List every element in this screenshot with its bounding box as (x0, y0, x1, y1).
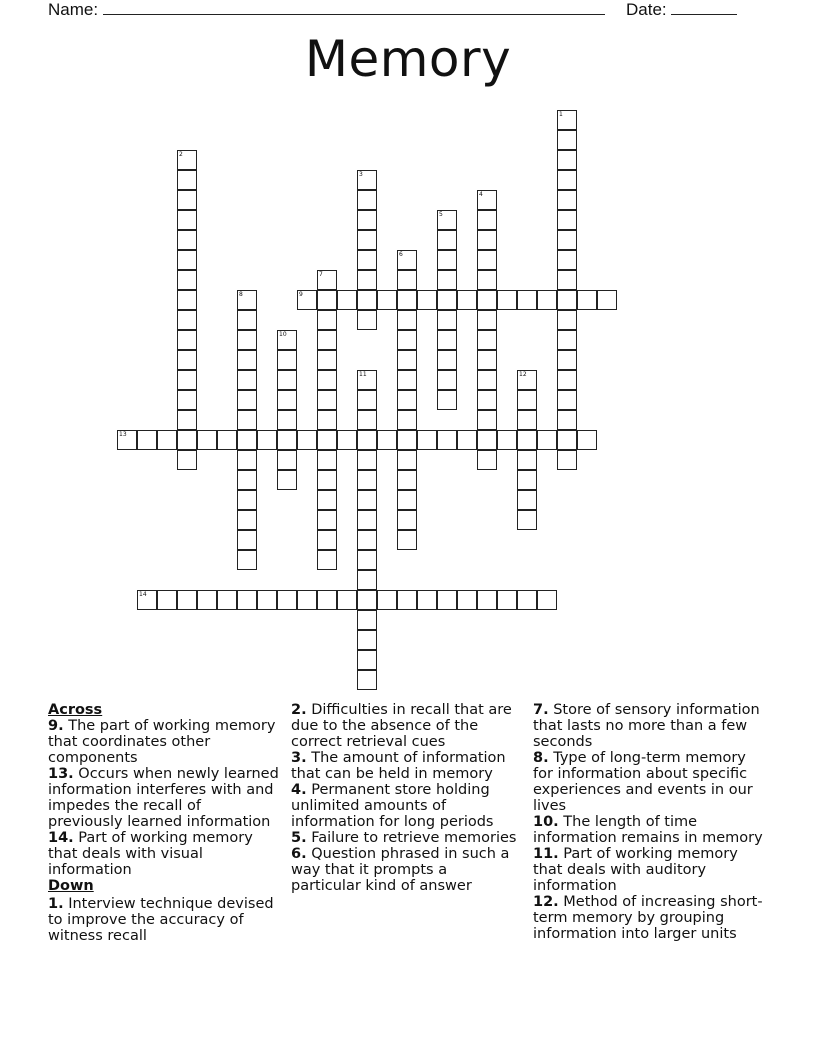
crossword-cell[interactable] (517, 590, 537, 610)
crossword-cell[interactable] (597, 290, 617, 310)
crossword-cell[interactable] (477, 410, 497, 430)
crossword-cell[interactable] (517, 490, 537, 510)
crossword-cell[interactable] (237, 330, 257, 350)
down-clue: 6. Question phrased in such a way that it prompts a particular kind of answer (291, 846, 510, 894)
crossword-cell[interactable] (477, 350, 497, 370)
crossword-cell[interactable] (477, 390, 497, 410)
crossword-cell[interactable] (397, 370, 417, 390)
crossword-cell[interactable] (437, 290, 457, 310)
crossword-cell[interactable] (357, 310, 377, 330)
crossword-cell[interactable] (277, 410, 297, 430)
crossword-cell[interactable] (397, 250, 417, 270)
crossword-cell[interactable] (557, 210, 577, 230)
clue-number: 1 (559, 111, 563, 118)
crossword-cell[interactable] (437, 590, 457, 610)
crossword-cell[interactable] (217, 430, 237, 450)
crossword-cell[interactable] (477, 590, 497, 610)
crossword-cell[interactable] (317, 410, 337, 430)
down-clue: 2. Difficulties in recall that are due to the absence of the correct retrieval cues (291, 702, 512, 750)
crossword-cell[interactable] (277, 590, 297, 610)
crossword-cell[interactable] (397, 510, 417, 530)
crossword-cell[interactable] (437, 210, 457, 230)
crossword-cell[interactable] (357, 170, 377, 190)
crossword-cell[interactable] (177, 230, 197, 250)
crossword-cell[interactable] (557, 310, 577, 330)
crossword-cell[interactable] (317, 430, 337, 450)
crossword-cell[interactable] (357, 370, 377, 390)
crossword-cell[interactable] (237, 530, 257, 550)
crossword-cell[interactable] (357, 630, 377, 650)
crossword-cell[interactable] (557, 410, 577, 430)
crossword-cell[interactable] (477, 210, 497, 230)
crossword-cell[interactable] (217, 590, 237, 610)
down-clue: 5. Failure to retrieve memories (291, 830, 517, 846)
across-clue: 13. Occurs when newly learned information interferes with and impedes the recall of previously learned information (48, 766, 279, 830)
crossword-cell[interactable] (557, 270, 577, 290)
crossword-cell[interactable] (357, 570, 377, 590)
crossword-cell[interactable] (397, 470, 417, 490)
crossword-cell[interactable] (237, 350, 257, 370)
crossword-cell[interactable] (177, 270, 197, 290)
crossword-cell[interactable] (377, 430, 397, 450)
crossword-cell[interactable] (437, 350, 457, 370)
crossword-cell[interactable] (137, 590, 157, 610)
crossword-cell[interactable] (197, 430, 217, 450)
crossword-cell[interactable] (177, 330, 197, 350)
crossword-cell[interactable] (177, 290, 197, 310)
crossword-cell[interactable] (557, 330, 577, 350)
crossword-cell[interactable] (557, 250, 577, 270)
crossword-cell[interactable] (497, 590, 517, 610)
crossword-cell[interactable] (517, 450, 537, 470)
crossword-cell[interactable] (357, 190, 377, 210)
crossword-cell[interactable] (177, 150, 197, 170)
crossword-cell[interactable] (177, 210, 197, 230)
down-clue: 8. Type of long-term memory for information about specific experiences and events in our lives (533, 750, 753, 814)
across-clue: 9. The part of working memory that coordinates other components (48, 718, 276, 766)
crossword-cell[interactable] (117, 430, 137, 450)
crossword-cell[interactable] (157, 430, 177, 450)
crossword-cell[interactable] (357, 450, 377, 470)
crossword-cell[interactable] (297, 430, 317, 450)
crossword-cell[interactable] (237, 370, 257, 390)
crossword-cell[interactable] (397, 410, 417, 430)
crossword-cell[interactable] (577, 430, 597, 450)
crossword-cell[interactable] (357, 530, 377, 550)
crossword-cell[interactable] (317, 590, 337, 610)
name-label: Name: (48, 0, 99, 19)
crossword-cell[interactable] (237, 450, 257, 470)
crossword-cell[interactable] (237, 590, 257, 610)
clue-number: 5 (439, 211, 443, 218)
crossword-cell[interactable] (557, 350, 577, 370)
crossword-cell[interactable] (357, 470, 377, 490)
clue-number: 10 (279, 331, 287, 338)
crossword-cell[interactable] (417, 590, 437, 610)
crossword-cell[interactable] (177, 430, 197, 450)
crossword-cell[interactable] (417, 430, 437, 450)
crossword-cell[interactable] (177, 450, 197, 470)
crossword-cell[interactable] (357, 410, 377, 430)
down-clue: 3. The amount of information that can be held in memory (291, 750, 506, 782)
crossword-cell[interactable] (177, 390, 197, 410)
crossword-cell[interactable] (497, 290, 517, 310)
crossword-cell[interactable] (317, 290, 337, 310)
crossword-cell[interactable] (437, 310, 457, 330)
crossword-cell[interactable] (397, 310, 417, 330)
crossword-cell[interactable] (237, 510, 257, 530)
crossword-cell[interactable] (437, 430, 457, 450)
crossword-cell[interactable] (237, 310, 257, 330)
crossword-cell[interactable] (317, 510, 337, 530)
across-clue: 14. Part of working memory that deals with visual information (48, 830, 253, 878)
crossword-cell[interactable] (357, 290, 377, 310)
crossword-cell[interactable] (237, 390, 257, 410)
crossword-cell[interactable] (477, 310, 497, 330)
crossword-cell[interactable] (377, 590, 397, 610)
crossword-cell[interactable] (517, 470, 537, 490)
crossword-cell[interactable] (477, 190, 497, 210)
crossword-cell[interactable] (237, 490, 257, 510)
crossword-cell[interactable] (537, 290, 557, 310)
crossword-cell[interactable] (277, 350, 297, 370)
crossword-cell[interactable] (357, 210, 377, 230)
crossword-cell[interactable] (477, 430, 497, 450)
crossword-cell[interactable] (317, 390, 337, 410)
crossword-cell[interactable] (317, 470, 337, 490)
crossword-cell[interactable] (437, 230, 457, 250)
crossword-cell[interactable] (237, 470, 257, 490)
crossword-cell[interactable] (137, 430, 157, 450)
crossword-cell[interactable] (337, 290, 357, 310)
crossword-cell[interactable] (557, 190, 577, 210)
crossword-cell[interactable] (357, 250, 377, 270)
crossword-cell[interactable] (177, 350, 197, 370)
crossword-cell[interactable] (397, 390, 417, 410)
crossword-cell[interactable] (397, 350, 417, 370)
down-clue: 11. Part of working memory that deals with auditory information (533, 846, 738, 894)
crossword-cell[interactable] (317, 350, 337, 370)
crossword-cell[interactable] (477, 270, 497, 290)
crossword-cell[interactable] (517, 370, 537, 390)
crossword-cell[interactable] (357, 510, 377, 530)
clue-number: 11 (359, 371, 367, 378)
clue-number: 14 (139, 591, 147, 598)
crossword-cell[interactable] (397, 490, 417, 510)
crossword-cell[interactable] (557, 130, 577, 150)
clue-number: 9 (299, 291, 303, 298)
crossword-cell[interactable] (477, 450, 497, 470)
crossword-cell[interactable] (537, 430, 557, 450)
crossword-cell[interactable] (557, 450, 577, 470)
page-title: Memory (304, 30, 512, 88)
clues-column-2 (291, 702, 517, 894)
crossword-cell[interactable] (397, 450, 417, 470)
crossword-cell[interactable] (557, 110, 577, 130)
crossword-cell[interactable] (437, 370, 457, 390)
crossword-cell[interactable] (557, 370, 577, 390)
down-clue: 1. Interview technique devised to improve the accuracy of witness recall (48, 896, 274, 944)
crossword-cell[interactable] (337, 590, 357, 610)
crossword-cell[interactable] (317, 490, 337, 510)
crossword-cell[interactable] (357, 610, 377, 630)
crossword-cell[interactable] (517, 290, 537, 310)
down-clue: 7. Store of sensory information that lasts no more than a few seconds (533, 702, 760, 750)
crossword-cell[interactable] (277, 450, 297, 470)
crossword-cell[interactable] (257, 430, 277, 450)
crossword-cell[interactable] (277, 330, 297, 350)
crossword-cell[interactable] (397, 590, 417, 610)
clues-column-3 (533, 702, 769, 942)
crossword-cell[interactable] (177, 190, 197, 210)
crossword-cell[interactable] (557, 430, 577, 450)
crossword-cell[interactable] (277, 430, 297, 450)
crossword-cell[interactable] (317, 330, 337, 350)
crossword-cell[interactable] (237, 550, 257, 570)
crossword-cell[interactable] (437, 250, 457, 270)
crossword-cell[interactable] (497, 430, 517, 450)
crossword-cell[interactable] (397, 430, 417, 450)
crossword-cell[interactable] (177, 370, 197, 390)
crossword-cell[interactable] (437, 390, 457, 410)
clues-column-1 (48, 702, 280, 944)
clue-number: 13 (119, 431, 127, 438)
crossword-cell[interactable] (557, 170, 577, 190)
crossword-cell[interactable] (457, 590, 477, 610)
clue-number: 6 (399, 251, 403, 258)
crossword-cell[interactable] (417, 290, 437, 310)
crossword-cell[interactable] (277, 370, 297, 390)
crossword-cell[interactable] (237, 410, 257, 430)
crossword-cell[interactable] (557, 230, 577, 250)
crossword-cell[interactable] (357, 270, 377, 290)
crossword-cell[interactable] (257, 590, 277, 610)
crossword-cell[interactable] (237, 430, 257, 450)
crossword-cell[interactable] (237, 290, 257, 310)
down-clue: 12. Method of increasing short-term memory by grouping information into larger units (533, 894, 763, 942)
crossword-cell[interactable] (357, 490, 377, 510)
crossword-cell[interactable] (397, 270, 417, 290)
crossword-cell[interactable] (317, 550, 337, 570)
crossword-cell[interactable] (317, 530, 337, 550)
crossword-cell[interactable] (157, 590, 177, 610)
crossword-cell[interactable] (437, 270, 457, 290)
across-heading: Across (48, 702, 103, 718)
crossword-cell[interactable] (517, 430, 537, 450)
crossword-cell[interactable] (517, 390, 537, 410)
crossword-cell[interactable] (177, 250, 197, 270)
down-clue: 10. The length of time information remains in memory (533, 814, 763, 846)
crossword-cell[interactable] (517, 510, 537, 530)
crossword-cell[interactable] (477, 230, 497, 250)
crossword-cell[interactable] (357, 670, 377, 690)
crossword-cell[interactable] (357, 230, 377, 250)
down-heading: Down (48, 878, 94, 894)
crossword-cell[interactable] (557, 150, 577, 170)
crossword-cell[interactable] (557, 290, 577, 310)
crossword-cell[interactable] (357, 430, 377, 450)
crossword-cell[interactable] (177, 410, 197, 430)
crossword-cell[interactable] (317, 310, 337, 330)
crossword-cell[interactable] (277, 390, 297, 410)
crossword-cell[interactable] (377, 290, 397, 310)
crossword-cell[interactable] (337, 430, 357, 450)
crossword-cell[interactable] (397, 330, 417, 350)
crossword-cell[interactable] (357, 650, 377, 670)
down-clue: 4. Permanent store holding unlimited amounts of information for long periods (291, 782, 494, 830)
crossword-cell[interactable] (317, 370, 337, 390)
crossword-cell[interactable] (297, 290, 317, 310)
crossword-cell[interactable] (457, 430, 477, 450)
crossword-cell[interactable] (177, 170, 197, 190)
crossword-cell[interactable] (297, 590, 317, 610)
clue-number: 8 (239, 291, 243, 298)
crossword-cell[interactable] (477, 330, 497, 350)
crossword-cell[interactable] (517, 410, 537, 430)
crossword-cell[interactable] (537, 590, 557, 610)
date-label: Date: (626, 0, 667, 19)
crossword-cell[interactable] (437, 330, 457, 350)
crossword-cell[interactable] (477, 250, 497, 270)
crossword-cell[interactable] (177, 590, 197, 610)
crossword-cell[interactable] (317, 270, 337, 290)
clue-number: 3 (359, 171, 363, 178)
clue-number: 2 (179, 151, 183, 158)
crossword-cell[interactable] (357, 550, 377, 570)
crossword-cell[interactable] (317, 450, 337, 470)
crossword-cell[interactable] (357, 590, 377, 610)
crossword-cell[interactable] (457, 290, 477, 310)
clue-number: 4 (479, 191, 483, 198)
crossword-cell[interactable] (197, 590, 217, 610)
crossword-cell[interactable] (397, 530, 417, 550)
crossword-cell[interactable] (477, 290, 497, 310)
crossword-cell[interactable] (277, 470, 297, 490)
crossword-cell[interactable] (477, 370, 497, 390)
clue-number: 12 (519, 371, 527, 378)
crossword-cell[interactable] (177, 310, 197, 330)
crossword-cell[interactable] (397, 290, 417, 310)
clue-number: 7 (319, 271, 323, 278)
crossword-cell[interactable] (577, 290, 597, 310)
crossword-cell[interactable] (357, 390, 377, 410)
crossword-cell[interactable] (557, 390, 577, 410)
